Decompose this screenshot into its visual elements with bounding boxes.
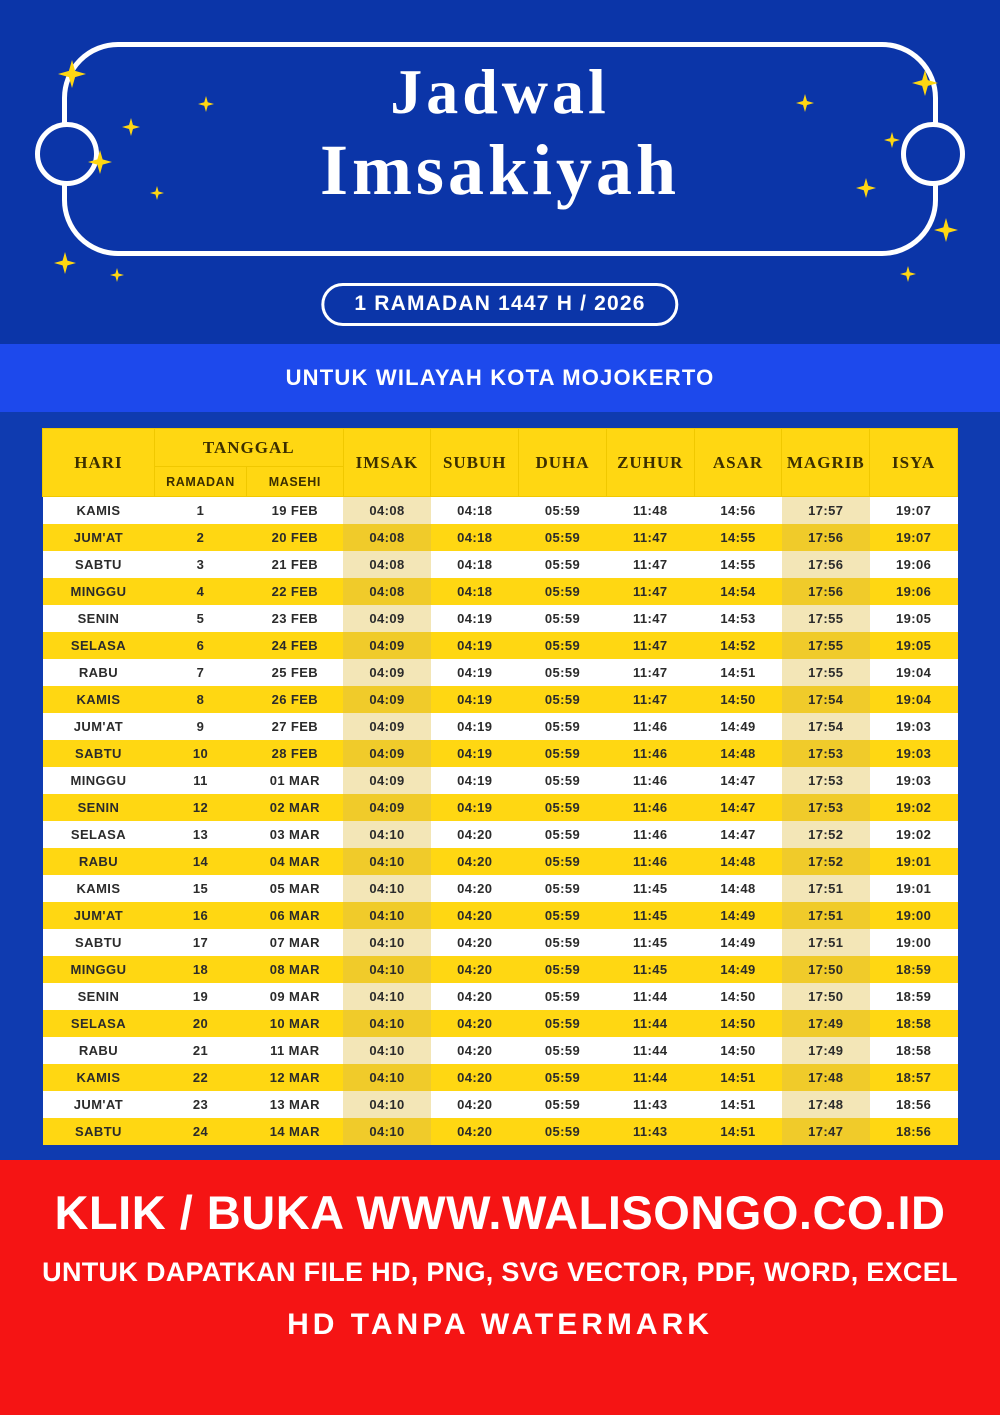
cell-masehi: 12 MAR <box>247 1064 344 1091</box>
cell-subuh: 04:19 <box>431 794 519 821</box>
cell-isya: 19:03 <box>870 713 958 740</box>
cell-isya: 19:00 <box>870 902 958 929</box>
cell-magrib: 17:56 <box>782 578 870 605</box>
header-imsak: IMSAK <box>343 429 431 497</box>
cell-zuhur: 11:43 <box>606 1091 694 1118</box>
cell-imsak: 04:09 <box>343 605 431 632</box>
cell-imsak: 04:08 <box>343 578 431 605</box>
cell-ramadan: 4 <box>154 578 246 605</box>
cell-asar: 14:56 <box>694 497 782 524</box>
cell-masehi: 07 MAR <box>247 929 344 956</box>
cell-imsak: 04:09 <box>343 659 431 686</box>
cell-zuhur: 11:47 <box>606 605 694 632</box>
cell-hari: KAMIS <box>43 686 155 713</box>
cell-isya: 18:56 <box>870 1091 958 1118</box>
cell-asar: 14:49 <box>694 929 782 956</box>
header-tanggal: TANGGAL <box>154 429 343 467</box>
table-row <box>43 983 958 1010</box>
imsakiyah-table <box>42 428 958 1145</box>
cell-zuhur: 11:43 <box>606 1118 694 1145</box>
cell-hari: SELASA <box>43 821 155 848</box>
poster-header <box>0 0 1000 344</box>
cell-zuhur: 11:45 <box>606 902 694 929</box>
cell-hari: KAMIS <box>43 1064 155 1091</box>
header-subuh: SUBUH <box>431 429 519 497</box>
cell-isya: 19:06 <box>870 578 958 605</box>
cell-asar: 14:54 <box>694 578 782 605</box>
cell-hari: MINGGU <box>43 578 155 605</box>
cell-asar: 14:48 <box>694 875 782 902</box>
cell-duha: 05:59 <box>519 767 607 794</box>
cell-asar: 14:47 <box>694 794 782 821</box>
cell-magrib: 17:47 <box>782 1118 870 1145</box>
cell-ramadan: 6 <box>154 632 246 659</box>
cell-hari: RABU <box>43 848 155 875</box>
cell-masehi: 20 FEB <box>247 524 344 551</box>
table-row <box>43 605 958 632</box>
cell-magrib: 17:52 <box>782 848 870 875</box>
cell-imsak: 04:09 <box>343 686 431 713</box>
star-icon <box>900 266 916 282</box>
cell-masehi: 08 MAR <box>247 956 344 983</box>
cell-zuhur: 11:44 <box>606 1010 694 1037</box>
cell-isya: 18:56 <box>870 1118 958 1145</box>
cell-imsak: 04:10 <box>343 902 431 929</box>
cell-zuhur: 11:47 <box>606 524 694 551</box>
cell-zuhur: 11:47 <box>606 686 694 713</box>
cell-masehi: 26 FEB <box>247 686 344 713</box>
cell-subuh: 04:20 <box>431 1091 519 1118</box>
ramadan-year-badge: 1 RAMADAN 1447 H / 2026 <box>321 283 678 326</box>
cell-subuh: 04:19 <box>431 632 519 659</box>
header-asar: ASAR <box>694 429 782 497</box>
schedule-table-wrapper <box>42 428 958 1145</box>
cell-magrib: 17:50 <box>782 956 870 983</box>
cell-ramadan: 8 <box>154 686 246 713</box>
cell-subuh: 04:18 <box>431 524 519 551</box>
cell-masehi: 03 MAR <box>247 821 344 848</box>
cell-ramadan: 2 <box>154 524 246 551</box>
cell-hari: SABTU <box>43 740 155 767</box>
cell-ramadan: 13 <box>154 821 246 848</box>
cell-imsak: 04:09 <box>343 794 431 821</box>
cell-masehi: 13 MAR <box>247 1091 344 1118</box>
table-row <box>43 956 958 983</box>
cell-subuh: 04:18 <box>431 497 519 524</box>
cell-isya: 19:05 <box>870 605 958 632</box>
cell-zuhur: 11:44 <box>606 983 694 1010</box>
cell-duha: 05:59 <box>519 740 607 767</box>
cell-imsak: 04:10 <box>343 1118 431 1145</box>
cell-ramadan: 11 <box>154 767 246 794</box>
cell-isya: 18:59 <box>870 983 958 1010</box>
table-header <box>43 429 958 497</box>
star-icon <box>934 218 958 242</box>
cell-magrib: 17:49 <box>782 1037 870 1064</box>
cell-magrib: 17:53 <box>782 794 870 821</box>
cell-ramadan: 17 <box>154 929 246 956</box>
table-row <box>43 1118 958 1145</box>
cell-masehi: 10 MAR <box>247 1010 344 1037</box>
cell-hari: SENIN <box>43 605 155 632</box>
cell-zuhur: 11:47 <box>606 578 694 605</box>
cell-subuh: 04:19 <box>431 659 519 686</box>
cell-subuh: 04:20 <box>431 875 519 902</box>
cell-ramadan: 3 <box>154 551 246 578</box>
cell-subuh: 04:20 <box>431 956 519 983</box>
cell-duha: 05:59 <box>519 902 607 929</box>
table-row <box>43 686 958 713</box>
cell-zuhur: 11:46 <box>606 848 694 875</box>
cell-zuhur: 11:44 <box>606 1064 694 1091</box>
cell-magrib: 17:48 <box>782 1064 870 1091</box>
cell-subuh: 04:19 <box>431 767 519 794</box>
cell-masehi: 27 FEB <box>247 713 344 740</box>
cell-imsak: 04:10 <box>343 848 431 875</box>
header-hari: HARI <box>43 429 155 497</box>
cell-subuh: 04:19 <box>431 605 519 632</box>
cell-imsak: 04:08 <box>343 551 431 578</box>
cell-isya: 19:04 <box>870 686 958 713</box>
cell-imsak: 04:09 <box>343 713 431 740</box>
cell-isya: 18:57 <box>870 1064 958 1091</box>
cell-masehi: 04 MAR <box>247 848 344 875</box>
cell-hari: SABTU <box>43 929 155 956</box>
cell-ramadan: 20 <box>154 1010 246 1037</box>
cell-zuhur: 11:47 <box>606 632 694 659</box>
cell-subuh: 04:20 <box>431 983 519 1010</box>
title-line-2: Imsakiyah <box>319 130 681 210</box>
cell-hari: RABU <box>43 1037 155 1064</box>
cell-masehi: 02 MAR <box>247 794 344 821</box>
cell-masehi: 05 MAR <box>247 875 344 902</box>
cell-asar: 14:55 <box>694 524 782 551</box>
cell-magrib: 17:56 <box>782 551 870 578</box>
cell-duha: 05:59 <box>519 605 607 632</box>
cell-ramadan: 21 <box>154 1037 246 1064</box>
cell-zuhur: 11:45 <box>606 875 694 902</box>
cell-subuh: 04:18 <box>431 551 519 578</box>
cell-duha: 05:59 <box>519 524 607 551</box>
cell-imsak: 04:10 <box>343 956 431 983</box>
cell-isya: 19:01 <box>870 875 958 902</box>
promo-line-1: KLIK / BUKA WWW.WALISONGO.CO.ID <box>54 1186 946 1239</box>
cell-subuh: 04:20 <box>431 929 519 956</box>
cell-magrib: 17:55 <box>782 632 870 659</box>
cell-imsak: 04:09 <box>343 740 431 767</box>
cell-asar: 14:48 <box>694 740 782 767</box>
cell-ramadan: 22 <box>154 1064 246 1091</box>
cell-isya: 18:58 <box>870 1010 958 1037</box>
cell-ramadan: 9 <box>154 713 246 740</box>
cell-asar: 14:55 <box>694 551 782 578</box>
cell-duha: 05:59 <box>519 794 607 821</box>
header-ramadan: RAMADAN <box>154 467 246 497</box>
cell-duha: 05:59 <box>519 659 607 686</box>
cell-hari: SELASA <box>43 1010 155 1037</box>
header-zuhur: ZUHUR <box>606 429 694 497</box>
cell-isya: 19:06 <box>870 551 958 578</box>
cell-duha: 05:59 <box>519 632 607 659</box>
cell-hari: MINGGU <box>43 956 155 983</box>
cell-masehi: 06 MAR <box>247 902 344 929</box>
cell-masehi: 23 FEB <box>247 605 344 632</box>
cell-imsak: 04:10 <box>343 1037 431 1064</box>
cell-hari: SELASA <box>43 632 155 659</box>
cell-masehi: 21 FEB <box>247 551 344 578</box>
cell-ramadan: 12 <box>154 794 246 821</box>
cell-hari: SENIN <box>43 794 155 821</box>
cell-magrib: 17:51 <box>782 929 870 956</box>
cell-subuh: 04:20 <box>431 821 519 848</box>
cell-masehi: 22 FEB <box>247 578 344 605</box>
cell-duha: 05:59 <box>519 821 607 848</box>
cell-isya: 18:58 <box>870 1037 958 1064</box>
cell-duha: 05:59 <box>519 983 607 1010</box>
cell-isya: 19:02 <box>870 821 958 848</box>
cell-zuhur: 11:47 <box>606 659 694 686</box>
header-isya: ISYA <box>870 429 958 497</box>
cell-duha: 05:59 <box>519 1010 607 1037</box>
promo-footer <box>0 1160 1000 1415</box>
table-row <box>43 794 958 821</box>
cell-imsak: 04:10 <box>343 983 431 1010</box>
cell-imsak: 04:09 <box>343 767 431 794</box>
cell-masehi: 25 FEB <box>247 659 344 686</box>
header-duha: DUHA <box>519 429 607 497</box>
cell-ramadan: 16 <box>154 902 246 929</box>
cell-duha: 05:59 <box>519 1064 607 1091</box>
cell-asar: 14:50 <box>694 686 782 713</box>
cell-hari: JUM'AT <box>43 1091 155 1118</box>
cell-subuh: 04:19 <box>431 713 519 740</box>
cell-asar: 14:49 <box>694 956 782 983</box>
cell-duha: 05:59 <box>519 686 607 713</box>
cell-isya: 19:04 <box>870 659 958 686</box>
table-row <box>43 1064 958 1091</box>
cell-duha: 05:59 <box>519 956 607 983</box>
table-row <box>43 740 958 767</box>
cell-masehi: 24 FEB <box>247 632 344 659</box>
cell-masehi: 14 MAR <box>247 1118 344 1145</box>
cell-zuhur: 11:46 <box>606 740 694 767</box>
cell-asar: 14:53 <box>694 605 782 632</box>
cell-ramadan: 15 <box>154 875 246 902</box>
cell-subuh: 04:20 <box>431 1064 519 1091</box>
cell-asar: 14:52 <box>694 632 782 659</box>
cell-subuh: 04:20 <box>431 1118 519 1145</box>
cell-masehi: 28 FEB <box>247 740 344 767</box>
cell-magrib: 17:48 <box>782 1091 870 1118</box>
cell-hari: KAMIS <box>43 497 155 524</box>
cell-imsak: 04:10 <box>343 875 431 902</box>
cell-ramadan: 7 <box>154 659 246 686</box>
cell-imsak: 04:10 <box>343 1064 431 1091</box>
cell-duha: 05:59 <box>519 578 607 605</box>
table-row <box>43 578 958 605</box>
cell-isya: 19:07 <box>870 497 958 524</box>
cell-hari: RABU <box>43 659 155 686</box>
cell-magrib: 17:53 <box>782 740 870 767</box>
cell-magrib: 17:54 <box>782 686 870 713</box>
cell-magrib: 17:50 <box>782 983 870 1010</box>
cell-duha: 05:59 <box>519 497 607 524</box>
cell-magrib: 17:52 <box>782 821 870 848</box>
cell-zuhur: 11:46 <box>606 794 694 821</box>
cell-ramadan: 23 <box>154 1091 246 1118</box>
cell-asar: 14:51 <box>694 1118 782 1145</box>
cell-hari: KAMIS <box>43 875 155 902</box>
cell-isya: 19:05 <box>870 632 958 659</box>
star-icon <box>110 268 124 282</box>
cell-ramadan: 10 <box>154 740 246 767</box>
cell-duha: 05:59 <box>519 875 607 902</box>
cell-imsak: 04:08 <box>343 524 431 551</box>
cell-zuhur: 11:48 <box>606 497 694 524</box>
cell-duha: 05:59 <box>519 713 607 740</box>
cell-isya: 19:01 <box>870 848 958 875</box>
cell-masehi: 09 MAR <box>247 983 344 1010</box>
cell-asar: 14:51 <box>694 1064 782 1091</box>
cell-ramadan: 14 <box>154 848 246 875</box>
cell-zuhur: 11:46 <box>606 767 694 794</box>
cell-hari: MINGGU <box>43 767 155 794</box>
table-row <box>43 821 958 848</box>
cell-isya: 19:00 <box>870 929 958 956</box>
table-row <box>43 848 958 875</box>
promo-line-3: HD TANPA WATERMARK <box>287 1308 713 1342</box>
cell-magrib: 17:55 <box>782 659 870 686</box>
cell-imsak: 04:10 <box>343 821 431 848</box>
cell-hari: SABTU <box>43 1118 155 1145</box>
cell-imsak: 04:09 <box>343 632 431 659</box>
region-band: UNTUK WILAYAH KOTA MOJOKERTO <box>0 344 1000 412</box>
cell-isya: 19:03 <box>870 767 958 794</box>
cell-magrib: 17:53 <box>782 767 870 794</box>
header-masehi: MASEHI <box>247 467 344 497</box>
cell-hari: JUM'AT <box>43 713 155 740</box>
cell-asar: 14:50 <box>694 983 782 1010</box>
table-row <box>43 497 958 524</box>
cell-subuh: 04:20 <box>431 1010 519 1037</box>
cell-duha: 05:59 <box>519 1118 607 1145</box>
cell-hari: JUM'AT <box>43 902 155 929</box>
cell-duha: 05:59 <box>519 848 607 875</box>
cell-zuhur: 11:46 <box>606 713 694 740</box>
table-row <box>43 1091 958 1118</box>
cell-duha: 05:59 <box>519 1091 607 1118</box>
cell-asar: 14:47 <box>694 821 782 848</box>
cell-ramadan: 18 <box>154 956 246 983</box>
cell-asar: 14:48 <box>694 848 782 875</box>
cell-ramadan: 1 <box>154 497 246 524</box>
cell-magrib: 17:49 <box>782 1010 870 1037</box>
cell-imsak: 04:10 <box>343 1010 431 1037</box>
table-row <box>43 551 958 578</box>
cell-magrib: 17:51 <box>782 902 870 929</box>
table-row <box>43 902 958 929</box>
cell-subuh: 04:18 <box>431 578 519 605</box>
cell-hari: JUM'AT <box>43 524 155 551</box>
header-magrib: MAGRIB <box>782 429 870 497</box>
cell-asar: 14:50 <box>694 1010 782 1037</box>
cell-hari: SENIN <box>43 983 155 1010</box>
cell-zuhur: 11:45 <box>606 956 694 983</box>
promo-line-2: UNTUK DAPATKAN FILE HD, PNG, SVG VECTOR, PDF, WORD, EXCEL <box>42 1257 958 1288</box>
table-row <box>43 875 958 902</box>
cell-subuh: 04:20 <box>431 848 519 875</box>
cell-magrib: 17:51 <box>782 875 870 902</box>
cell-zuhur: 11:46 <box>606 821 694 848</box>
table-row <box>43 929 958 956</box>
cell-imsak: 04:10 <box>343 1091 431 1118</box>
table-body <box>43 497 958 1145</box>
cell-ramadan: 24 <box>154 1118 246 1145</box>
cell-masehi: 11 MAR <box>247 1037 344 1064</box>
cell-masehi: 01 MAR <box>247 767 344 794</box>
cell-imsak: 04:08 <box>343 497 431 524</box>
cell-magrib: 17:55 <box>782 605 870 632</box>
title-line-1: Jadwal <box>390 56 610 127</box>
cell-isya: 19:07 <box>870 524 958 551</box>
cell-asar: 14:49 <box>694 902 782 929</box>
cell-masehi: 19 FEB <box>247 497 344 524</box>
cell-ramadan: 5 <box>154 605 246 632</box>
cell-subuh: 04:19 <box>431 686 519 713</box>
cell-subuh: 04:20 <box>431 902 519 929</box>
cell-duha: 05:59 <box>519 551 607 578</box>
cell-subuh: 04:19 <box>431 740 519 767</box>
cell-zuhur: 11:44 <box>606 1037 694 1064</box>
cell-isya: 19:03 <box>870 740 958 767</box>
cell-zuhur: 11:45 <box>606 929 694 956</box>
cell-duha: 05:59 <box>519 929 607 956</box>
cell-duha: 05:59 <box>519 1037 607 1064</box>
cell-asar: 14:50 <box>694 1037 782 1064</box>
table-row <box>43 524 958 551</box>
table-row <box>43 1037 958 1064</box>
cell-asar: 14:49 <box>694 713 782 740</box>
table-row <box>43 1010 958 1037</box>
cell-isya: 18:59 <box>870 956 958 983</box>
cell-magrib: 17:56 <box>782 524 870 551</box>
star-icon <box>54 252 76 274</box>
cell-asar: 14:51 <box>694 1091 782 1118</box>
table-row <box>43 713 958 740</box>
cell-magrib: 17:54 <box>782 713 870 740</box>
cell-asar: 14:51 <box>694 659 782 686</box>
table-row <box>43 659 958 686</box>
cell-isya: 19:02 <box>870 794 958 821</box>
cell-ramadan: 19 <box>154 983 246 1010</box>
poster-title <box>0 56 1000 210</box>
cell-imsak: 04:10 <box>343 929 431 956</box>
cell-zuhur: 11:47 <box>606 551 694 578</box>
cell-subuh: 04:20 <box>431 1037 519 1064</box>
cell-hari: SABTU <box>43 551 155 578</box>
cell-magrib: 17:57 <box>782 497 870 524</box>
cell-asar: 14:47 <box>694 767 782 794</box>
table-row <box>43 767 958 794</box>
table-row <box>43 632 958 659</box>
